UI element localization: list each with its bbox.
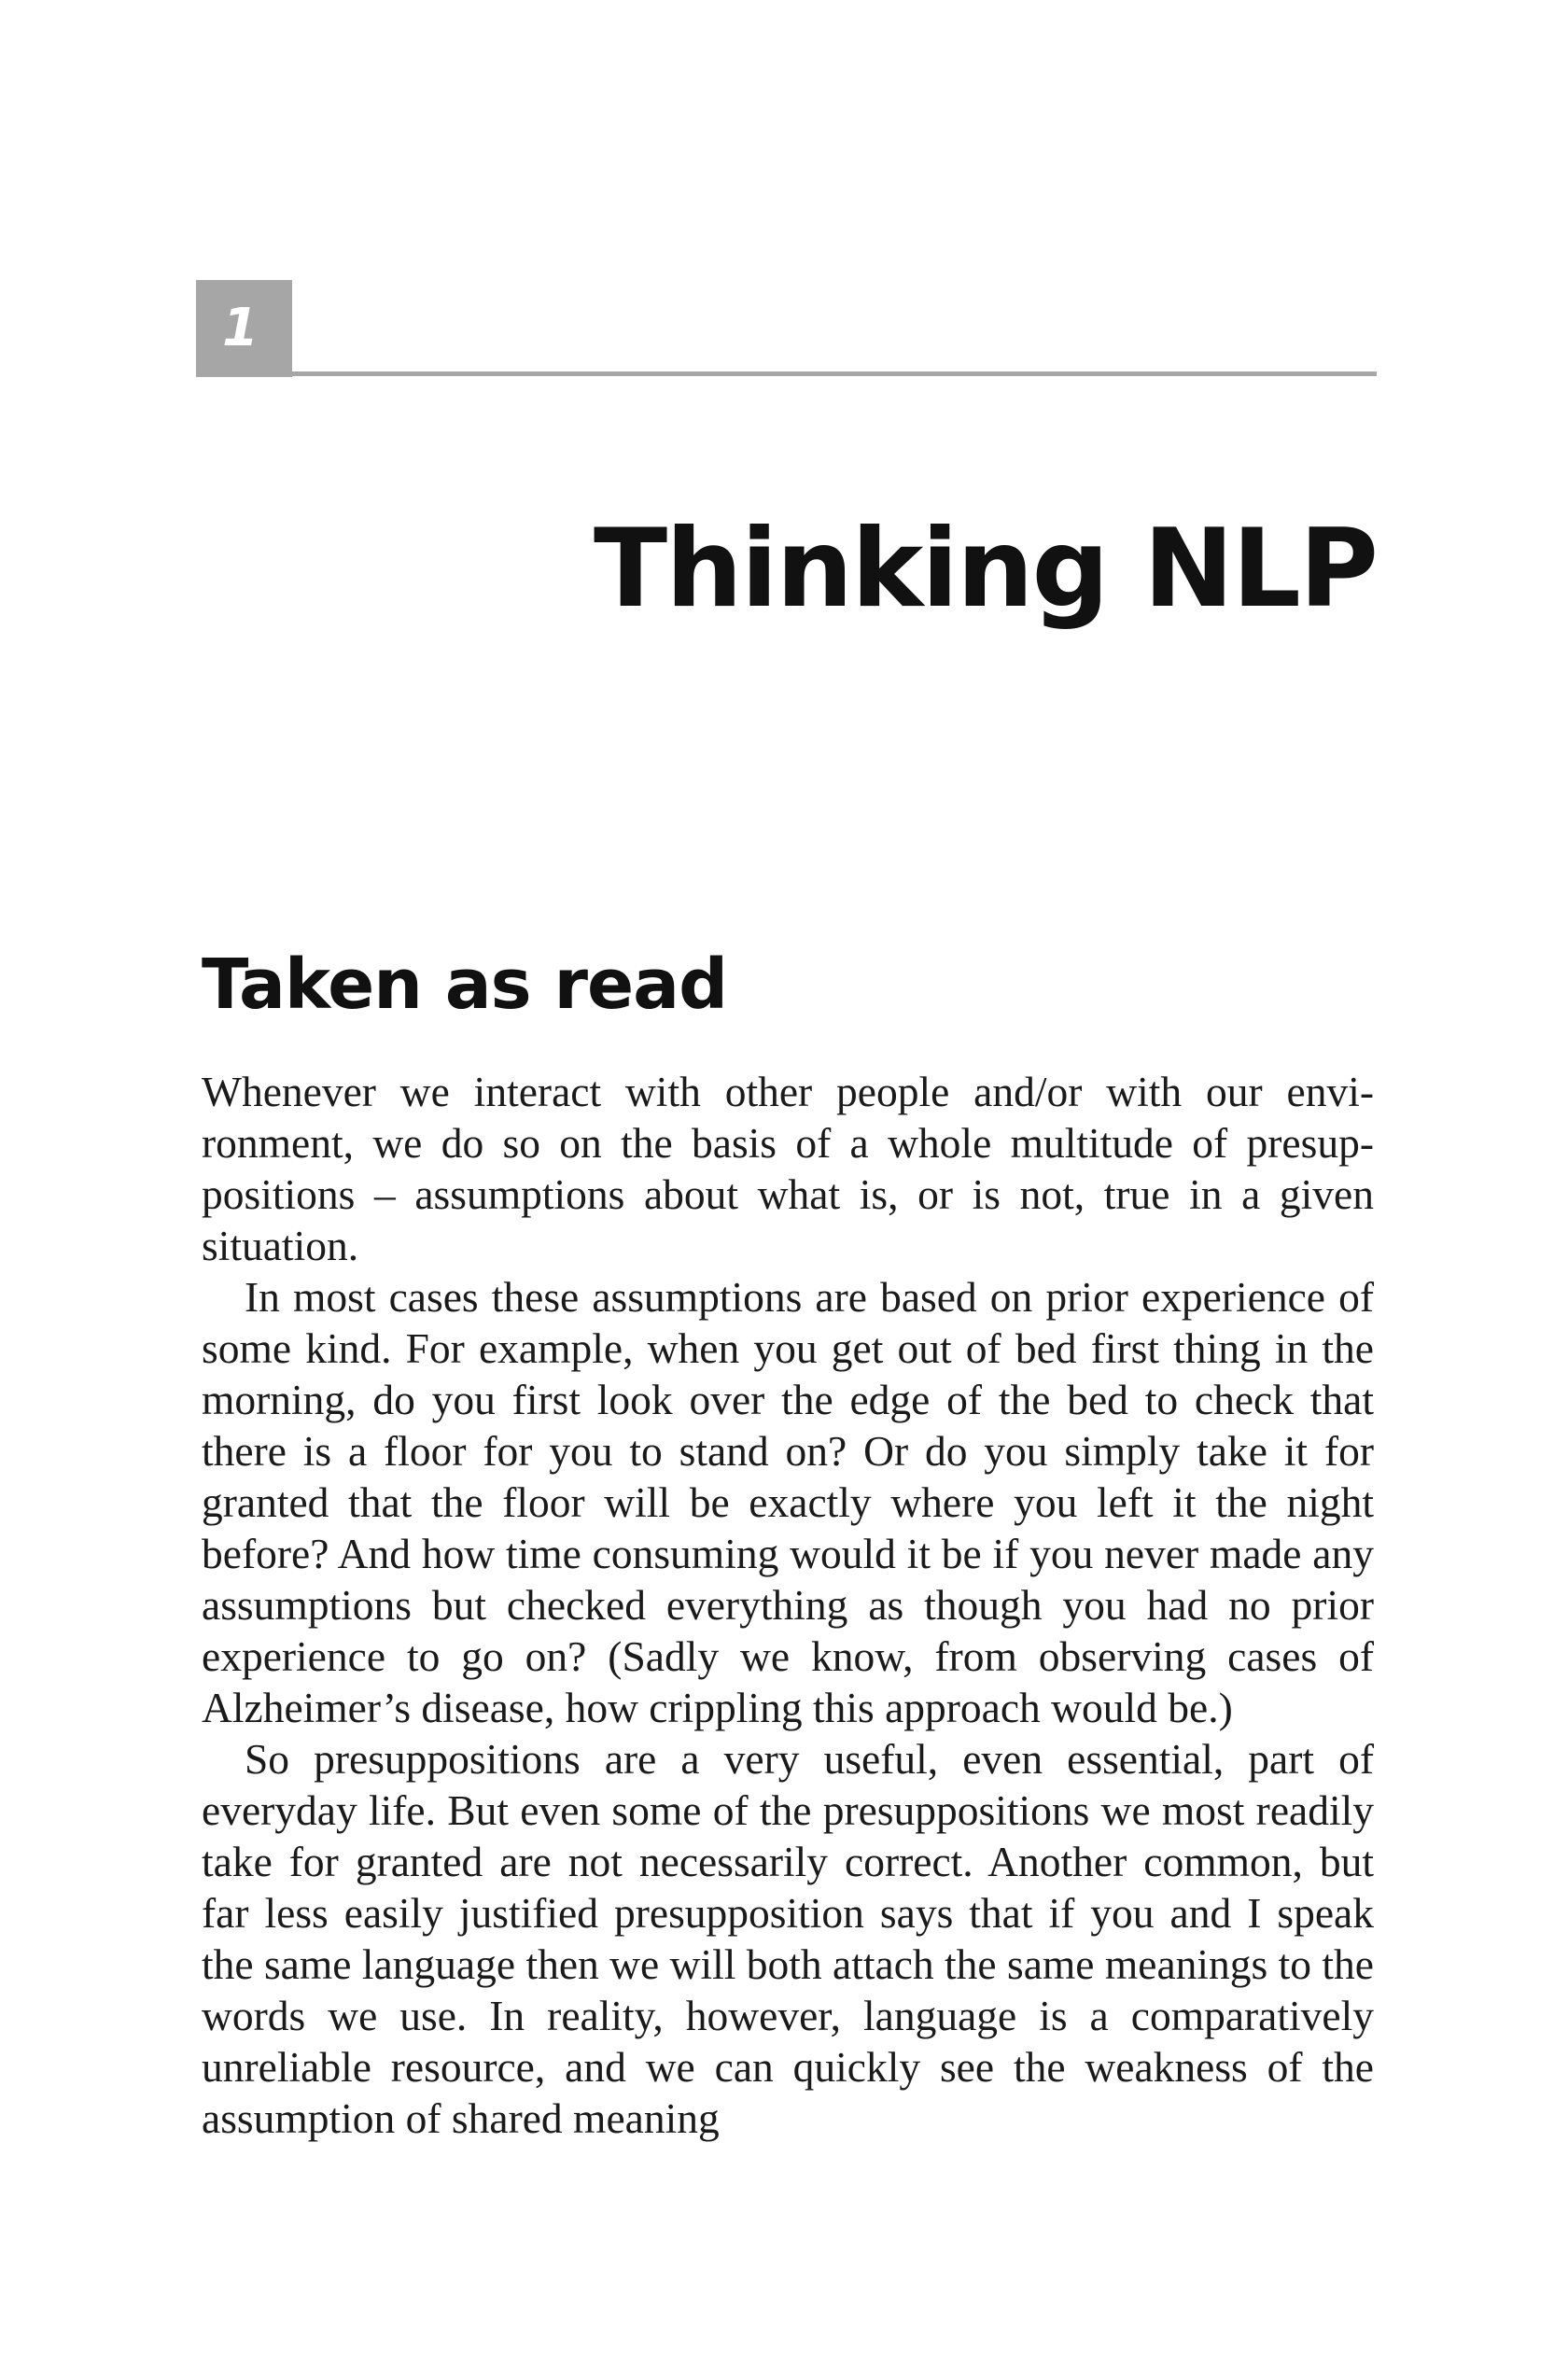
section-heading: Taken as read [202,945,728,1025]
paragraph: So presuppositions are a very useful, even essential, part of everyday life. But even some of the presuppositions we most readily take for granted are not necessarily correct. Another common, but far less easily justified presupposition says that if you and I speak the same language then we will both attach the same meanings to the words we use. In reality, however, language is a comparatively unreliable resource, and we can quickly see the weakness of the assumption of shared meaning [202,1735,1374,2142]
chapter-title: Thinking NLP [594,506,1377,632]
paragraph: In most cases these assumptions are based on prior experience of some kind. For example, when you get out of bed first thing in the morning, do you first look over the edge of the bed to check that there is a floor for you to stand on? Or do you simply take it for granted that the floor will be exactly where you left it the night before? And how time consuming would it be if you never made any assumptions but checked everything as though you had no prior experience to go on? (Sadly we know, from observing cases of Alzheimer’s disease, how crippling this approach would be.) [202,1273,1374,1731]
body-text [202,1066,1374,2144]
chapter-number-badge: 1 [196,280,292,377]
paragraph: Whenever we interact with other people and/or with our environment, we do so on the basis of a whole multitude of presuppositions – assumptions about what is, or is not, true in a given situation. [202,1068,1374,1269]
chapter-rule-divider [292,371,1377,376]
